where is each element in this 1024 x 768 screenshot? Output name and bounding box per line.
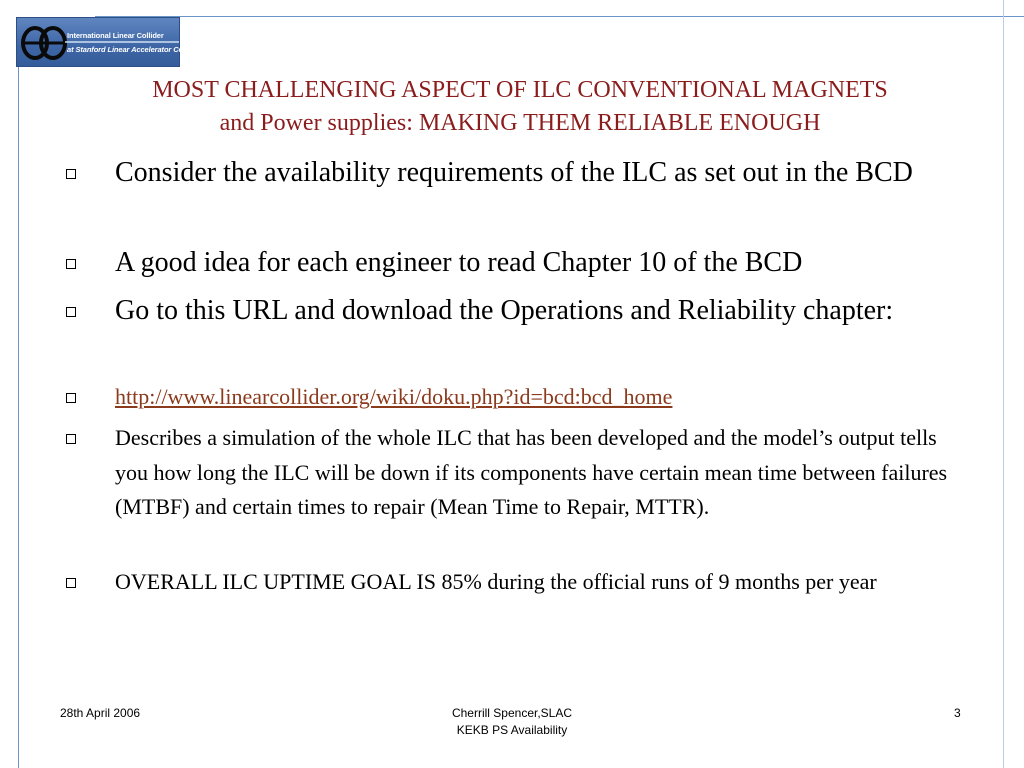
- bullet-text: A good idea for each engineer to read Chapter 10 of the BCD: [115, 247, 803, 278]
- footer-date: 28th April 2006: [60, 706, 141, 720]
- square-bullet-icon: [66, 259, 76, 269]
- bullet-text: Describes a simulation of the whole ILC that has been developed and the model’s output tells you how long the ILC will be down if its components have certain mean time between failures (MTBF) and certain times to repair (Mean Time to Repair, MTTR).: [115, 425, 948, 519]
- square-bullet-icon: [66, 434, 76, 444]
- square-bullet-icon: [66, 393, 76, 403]
- slide-title: [40, 74, 1000, 140]
- ilc-logo-mark-icon: [17, 18, 181, 68]
- logo-line-1: International Linear Collider: [67, 31, 164, 40]
- ilc-logo: [16, 17, 197, 67]
- left-border-line: [18, 66, 19, 768]
- top-border-line: [95, 16, 1024, 17]
- square-bullet-icon: [66, 578, 76, 588]
- right-border-line: [1003, 0, 1004, 768]
- footer-author: Cherrill Spencer,SLAC: [451, 706, 573, 720]
- bullet-text: OVERALL ILC UPTIME GOAL IS 85% during the official runs of 9 months per year: [115, 569, 877, 594]
- title-line-2: and Power supplies: MAKING THEM RELIABLE ENOUGH: [219, 110, 821, 136]
- logo-line-2: at Stanford Linear Accelerator Center: [67, 45, 197, 54]
- page-number: 3: [954, 706, 961, 720]
- bullet-text: Consider the availability requirements of the ILC as set out in the BCD: [115, 157, 913, 188]
- bullet-text: Go to this URL and download the Operations and Reliability chapter:: [115, 295, 894, 326]
- square-bullet-icon: [66, 307, 76, 317]
- footer-subtitle: KEKB PS Availability: [456, 723, 568, 737]
- title-line-1: MOST CHALLENGING ASPECT OF ILC CONVENTIONAL MAGNETS: [152, 77, 888, 103]
- bcd-url-link[interactable]: http://www.linearcollider.org/wiki/doku.php?id=bcd:bcd_home: [115, 384, 673, 409]
- footer-center: [380, 705, 644, 739]
- square-bullet-icon: [66, 169, 76, 179]
